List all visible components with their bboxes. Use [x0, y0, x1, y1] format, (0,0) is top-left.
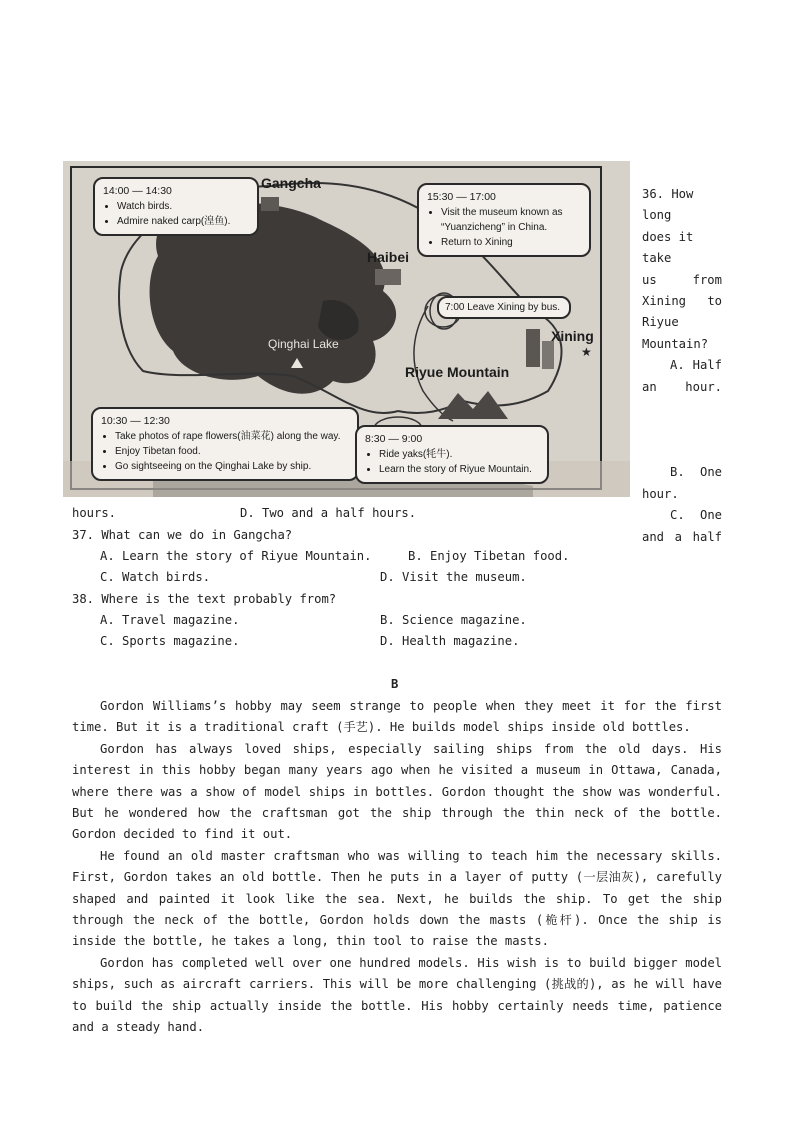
gangcha-item: • Admire naked carp(湟鱼). [117, 214, 249, 229]
q36-stem-line: Mountain? [642, 336, 709, 351]
xining-label: Xining [551, 328, 594, 344]
q36-option-b: hour. [642, 486, 679, 501]
q36-stem-line: does it take [642, 229, 694, 266]
haibei-item: • Visit the museum known as “Yuanzicheng” in China. [441, 205, 581, 235]
q38-option-d: D. Health magazine. [380, 634, 520, 648]
q37-option-b: B. Enjoy Tibetan food. [408, 549, 570, 563]
haibei-time: 15:30 — 17:00 [427, 191, 496, 203]
q36-option-d: D. Two and a half hours. [240, 506, 417, 520]
q37-option-a: A. Learn the story of Riyue Mountain. [100, 549, 372, 563]
xining-departure-text: 7:00 Leave Xining by bus. [445, 302, 561, 313]
travel-route-map [63, 161, 630, 497]
lake-item: • Enjoy Tibetan food. [115, 444, 349, 459]
riyue-item: • Ride yaks(牦牛). [379, 447, 539, 462]
svg-text:★: ★ [581, 345, 592, 359]
riyue-schedule-box [355, 425, 549, 484]
passage-paragraph: He found an old master craftsman who was willing to teach him the necessary skills. First, Gordon takes an old bottle. Then he puts in a layer of putty (一层油灰), carefully shaped and painted it look like the sea. Next, he builds the ship. To get the ship through the neck of the bottle, Gordon holds down the masts (桅杆). Once the ship is inside the bottle, he takes a long, thin tool to raise the masts. [72, 848, 722, 949]
gangcha-icon [261, 197, 279, 211]
q37-stem: 37. What can we do in Gangcha? [72, 528, 293, 542]
q36-stem-line: Riyue [642, 315, 679, 330]
lake-item: • Take photos of rape flowers(油菜花) along the way. [115, 429, 349, 444]
xining-buildings-icon [526, 329, 540, 367]
haibei-label: Haibei [367, 249, 410, 265]
q38-option-c: C. Sports magazine. [100, 634, 240, 648]
question-36 [642, 184, 722, 548]
q38-option-a: A. Travel magazine. [100, 613, 240, 627]
q38-stem: 38. Where is the text probably from? [72, 592, 337, 606]
lake-schedule-box [91, 407, 359, 481]
haibei-schedule-box [417, 183, 591, 257]
q36-option-a: A. Half [670, 358, 722, 373]
q37-option-c: C. Watch birds. [100, 570, 211, 584]
q36-option-a: an hour. [642, 379, 722, 394]
q36-option-c: C. One [670, 508, 722, 523]
gangcha-label: Gangcha [261, 175, 321, 191]
haibei-item: • Return to Xining [441, 235, 581, 250]
q36-option-c: and a half [642, 529, 722, 544]
q36-option-c-tail: hours. [72, 506, 117, 520]
q36-stem-line: 36. How long [642, 187, 694, 223]
riyue-mountain-label: Riyue Mountain [405, 364, 510, 380]
riyue-time: 8:30 — 9:00 [365, 433, 423, 445]
xining-departure-box [437, 296, 571, 319]
passage-b [72, 696, 722, 1039]
lake-item: • Go sightseeing on the Qinghai Lake by ship. [115, 459, 349, 474]
passage-paragraph: Gordon Williams’s hobby may seem strange to people when they meet it for the first time. But it is a traditional craft (手艺). He builds model ships inside old bottles. [72, 699, 722, 735]
haibei-building-icon [375, 269, 401, 285]
section-b-title: B [391, 677, 399, 691]
passage-paragraph: Gordon has completed well over one hundred models. His wish is to build bigger model ships, such as aircraft carriers. This will be more challenging (挑战的), as he will have to build the ship actually inside the bottle. His hobby certainly needs time, patience and a steady hand. [72, 955, 722, 1035]
passage-paragraph: Gordon has always loved ships, especially sailing ships from the old days. His interest in this hobby began many years ago when he visited a museum in Ottawa, Canada, where there was a show of model ships in bottles. Gordon thought the show was wonderful. But he wondered how the craftsman got the ship through the thin neck of the bottle. Gordon decided to find it out. [72, 741, 722, 842]
riyue-item: • Learn the story of Riyue Mountain. [379, 462, 539, 477]
gangcha-item: • Watch birds. [117, 199, 249, 214]
q37-option-d: D. Visit the museum. [380, 570, 527, 584]
lake-time: 10:30 — 12:30 [101, 415, 170, 427]
q36-stem-line: Xining to [642, 294, 722, 309]
gangcha-time: 14:00 — 14:30 [103, 185, 172, 197]
q38-option-b: B. Science magazine. [380, 613, 527, 627]
q36-stem-line: us from [642, 272, 722, 287]
q36-option-b: B. One [670, 465, 722, 480]
gangcha-schedule-box [93, 177, 259, 236]
qinghai-lake-label: Qinghai Lake [268, 337, 339, 351]
